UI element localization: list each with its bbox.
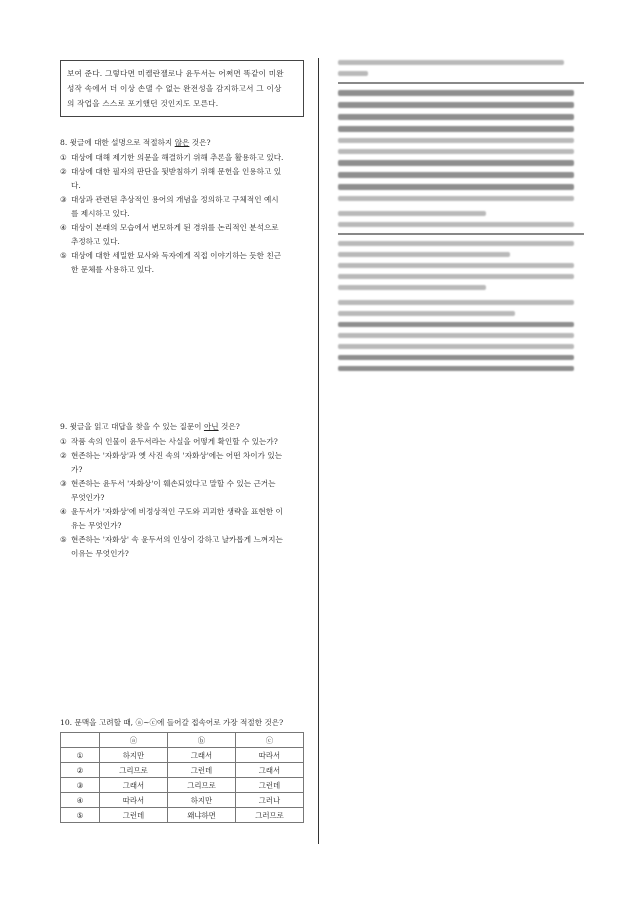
question-9-option-4[interactable]: ④ 윤두서가 '자화상'에 비정상적인 구도와 괴괴한 생략을 표현한 이 유는 무엇인가? xyxy=(60,507,283,530)
table-header-row xyxy=(61,733,304,748)
blurred-text-line xyxy=(338,196,574,201)
question-8-option-4[interactable]: ④ 대상이 본래의 모습에서 변모하게 된 경위를 논리적인 분석으로 추정하고 있다. xyxy=(60,223,279,246)
table-cell: 그리므로 xyxy=(168,778,236,793)
table-cell: 따라서 xyxy=(100,793,168,808)
question-8-option-3[interactable]: ③ 대상과 관련된 추상적인 용어의 개념을 정의하고 구체적인 예시 를 제시하고 있다. xyxy=(60,195,279,218)
table-cell: ⑤ xyxy=(61,808,100,823)
blurred-text-line xyxy=(338,114,574,120)
blurred-text-line xyxy=(338,60,564,65)
passage-line: 성작 속에서 더 이상 손댈 수 없는 완전성을 감지하고서 그 이상 xyxy=(67,84,282,93)
table-cell: 그러나 xyxy=(236,793,304,808)
table-header-cell: ⓒ xyxy=(236,733,304,748)
passage-line: 의 작업을 스스로 포기했던 것인지도 모른다. xyxy=(67,99,219,108)
question-8-title: 8. 윗글에 대한 설명으로 적절하지 않은 것은? xyxy=(60,138,211,147)
table-cell: 그러므로 xyxy=(236,808,304,823)
table-cell: ① xyxy=(61,748,100,763)
question-10-answer-table xyxy=(60,732,304,823)
blurred-text-line xyxy=(338,149,574,154)
blurred-text-line xyxy=(338,355,574,360)
question-8-option-2[interactable]: ② 대상에 대한 필자의 판단을 뒷받침하기 위해 문헌을 인용하고 있 다. xyxy=(60,167,282,190)
blurred-text-line xyxy=(338,263,574,268)
table-row[interactable] xyxy=(61,748,304,763)
passage-excerpt xyxy=(60,60,304,117)
table-cell: 그래서 xyxy=(100,778,168,793)
question-8-option-1[interactable]: ① 대상에 대해 제기한 의문을 해결하기 위해 추론을 활용하고 있다. xyxy=(60,153,284,162)
passage-box xyxy=(60,60,304,117)
blurred-text-line xyxy=(338,71,368,76)
table-cell: 그래서 xyxy=(236,763,304,778)
question-9-title: 9. 윗글을 읽고 대답을 찾을 수 있는 질문이 아닌 것은? xyxy=(60,422,240,431)
blurred-text-line xyxy=(338,333,574,338)
passage-line: 보여 준다. 그렇다면 미켈란젤로나 윤두서는 어쩌면 똑같이 미완 xyxy=(67,69,284,78)
blurred-text-line xyxy=(338,311,515,316)
table-cell: 그리므로 xyxy=(100,763,168,778)
blurred-text-line xyxy=(338,274,574,279)
blurred-text-line xyxy=(338,222,574,227)
blurred-text-line xyxy=(338,366,574,371)
table-cell: 그런데 xyxy=(236,778,304,793)
column-divider xyxy=(318,58,319,844)
table-cell: 하지만 xyxy=(168,793,236,808)
blurred-content-area xyxy=(338,60,584,377)
table-header-cell xyxy=(61,733,100,748)
table-header-cell: ⓑ xyxy=(168,733,236,748)
question-9 xyxy=(60,420,304,561)
blurred-text-line xyxy=(338,241,574,246)
question-8 xyxy=(60,136,304,277)
question-10-title: 10. 문맥을 고려할 때, ⓐ~ⓒ에 들어갈 접속어로 가장 적절한 것은? xyxy=(60,718,284,727)
emphasis-underline: 아닌 xyxy=(203,422,219,431)
table-row[interactable] xyxy=(61,763,304,778)
table-cell: 그런데 xyxy=(168,763,236,778)
table-cell: ③ xyxy=(61,778,100,793)
table-row[interactable] xyxy=(61,808,304,823)
blurred-text-line xyxy=(338,126,574,132)
blurred-text-line xyxy=(338,285,486,290)
table-cell: 따라서 xyxy=(236,748,304,763)
table-cell: 왜냐하면 xyxy=(168,808,236,823)
divider-line xyxy=(338,233,584,235)
blurred-text-line xyxy=(338,102,574,108)
blurred-text-line xyxy=(338,300,574,305)
table-cell: ④ xyxy=(61,793,100,808)
table-header-cell: ⓐ xyxy=(100,733,168,748)
blurred-text-line xyxy=(338,172,574,178)
divider-line xyxy=(338,82,584,84)
table-row[interactable] xyxy=(61,778,304,793)
emphasis-underline: 않은 xyxy=(174,138,190,147)
blurred-text-line xyxy=(338,184,574,190)
table-row[interactable] xyxy=(61,793,304,808)
question-8-option-5[interactable]: ⑤ 대상에 대한 세밀한 묘사와 독자에게 직접 이야기하는 듯한 친근 한 문체를 사용하고 있다. xyxy=(60,251,282,274)
question-9-option-5[interactable]: ⑤ 현존하는 '자화상' 속 윤두서의 인상이 강하고 날카롭게 느껴지는 이유는 무엇인가? xyxy=(60,535,283,558)
question-9-option-1[interactable]: ① 작품 속의 인물이 윤두서라는 사실을 어떻게 확인할 수 있는가? xyxy=(60,437,278,446)
table-cell: 하지만 xyxy=(100,748,168,763)
blurred-text-line xyxy=(338,252,510,257)
question-9-option-3[interactable]: ③ 현존하는 윤두서 '자화상'이 훼손되었다고 말할 수 있는 근거는 무엇인가? xyxy=(60,479,276,502)
question-9-option-2[interactable]: ② 현존하는 '자화상'과 옛 사진 속의 '자화상'에는 어떤 차이가 있는 가? xyxy=(60,451,283,474)
blurred-text-line xyxy=(338,322,574,327)
blurred-text-line xyxy=(338,138,574,143)
blurred-text-line xyxy=(338,344,574,349)
table-cell: 그래서 xyxy=(168,748,236,763)
blurred-text-line xyxy=(338,211,486,216)
table-cell: ② xyxy=(61,763,100,778)
blurred-text-line xyxy=(338,160,574,166)
table-cell: 그런데 xyxy=(100,808,168,823)
blurred-text-line xyxy=(338,90,574,96)
